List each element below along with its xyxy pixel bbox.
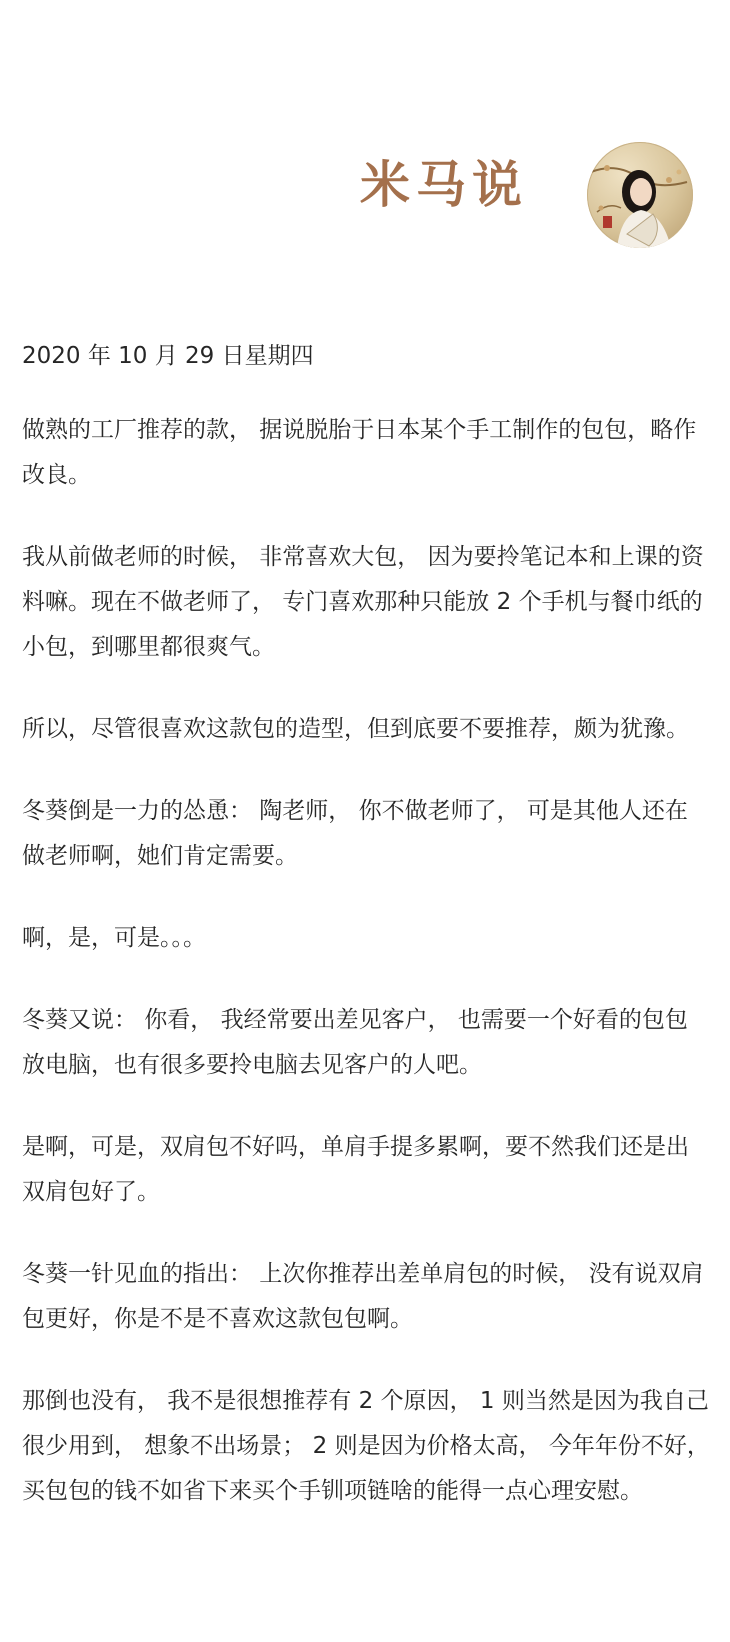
brand-title: 米马说	[360, 155, 528, 214]
paragraph: 我从前做老师的时候， 非常喜欢大包， 因为要拎笔记本和上课的资料嘛。现在不做老师了， 专门喜欢那种只能放 2 个手机与餐巾纸的小包，到哪里都很爽气。	[22, 544, 704, 660]
article-body	[22, 336, 710, 1551]
article-date: 2020 年 10 月 29 日星期四	[22, 343, 314, 369]
paragraph: 冬葵一针见血的指出： 上次你推荐出差单肩包的时候， 没有说双肩包更好，你是不是不喜欢这款包包啊。	[22, 1261, 704, 1332]
paragraph: 那倒也没有， 我不是很想推荐有 2 个原因， 1 则当然是因为我自己很少用到， 想象不出场景； 2 则是因为价格太高， 今年年份不好， 买包包的钱不如省下来买个手钏项链啥的能得一点心理安慰。	[22, 1388, 710, 1504]
paragraph: 啊，是，可是。。。	[22, 925, 206, 951]
paragraph: 所以，尽管很喜欢这款包的造型，但到底要不要推荐，颇为犹豫。	[22, 716, 689, 742]
avatar-portrait-icon	[587, 142, 693, 248]
paragraph: 冬葵倒是一力的怂恿： 陶老师， 你不做老师了， 可是其他人还在做老师啊，她们肯定需要。	[22, 798, 688, 869]
paragraph: 做熟的工厂推荐的款， 据说脱胎于日本某个手工制作的包包，略作改良。	[22, 417, 697, 488]
paragraph: 是啊，可是，双肩包不好吗，单肩手提多累啊，要不然我们还是出双肩包好了。	[22, 1134, 689, 1205]
paragraph: 冬葵又说： 你看， 我经常要出差见客户， 也需要一个好看的包包放电脑，也有很多要拎电脑去见客户的人吧。	[22, 1007, 688, 1078]
article-header	[0, 0, 730, 300]
